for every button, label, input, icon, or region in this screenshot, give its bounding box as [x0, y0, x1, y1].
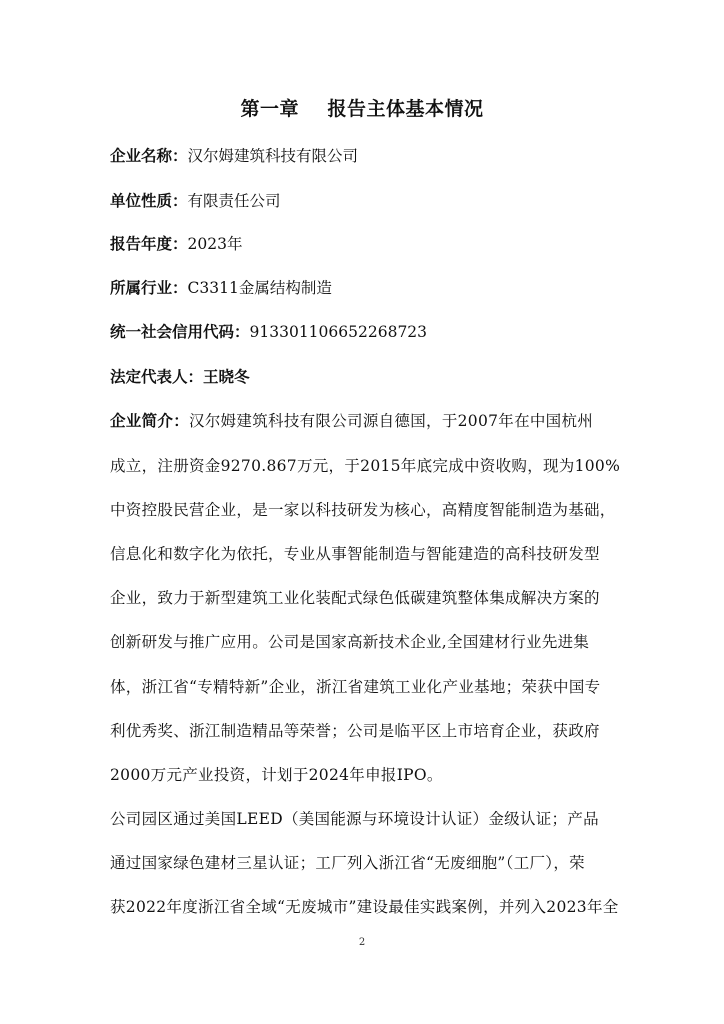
intro-line: 2000万元产业投资，计划于2024年申报IPO。: [110, 766, 443, 784]
field-value: 913301106652268723: [249, 323, 428, 341]
intro-line: 成立，注册资金9270.867万元，于2015年底完成中资收购，现为100%: [110, 457, 621, 475]
page-number: 2: [358, 937, 366, 948]
intro-line: 体，浙江省“专精特新”企业，浙江省建筑工业化产业基地；荣获中国专: [110, 678, 601, 696]
field-label: 所属行业：: [110, 279, 188, 297]
field-value: C3311金属结构制造: [187, 279, 332, 297]
field-value: 汉尔姆建筑科技有限公司: [187, 147, 359, 165]
intro-line: 创新研发与推广应用。公司是国家高新技术企业,全国建材行业先进集: [110, 633, 590, 651]
field-value: 2023年: [187, 235, 243, 253]
field-report-year: [110, 232, 242, 254]
intro-line: 利优秀奖、浙江制造精品等荣誉；公司是临平区上市培育企业，获政府: [110, 722, 600, 740]
paragraph-line: 获2022年度浙江省全域“无废城市”建设最佳实践案例，并列入2023年全: [110, 898, 619, 916]
field-label: 企业名称：: [110, 147, 188, 165]
field-value: 王晓冬: [203, 368, 250, 386]
intro-line: 中资控股民营企业，是一家以科技研发为核心，高精度智能制造为基础，: [110, 501, 616, 519]
intro-line: 信息化和数字化为依托，专业从事智能制造与智能建造的高科技研发型: [110, 545, 600, 563]
intro-first-line: [110, 409, 593, 431]
field-credit-code: [110, 320, 427, 342]
field-label: 单位性质：: [110, 192, 188, 210]
chapter-title: 第一章 报告主体基本情况: [240, 98, 484, 120]
intro-text: 汉尔姆建筑科技有限公司源自德国，于2007年在中国杭州: [189, 412, 594, 430]
field-label: 法定代表人：: [110, 368, 204, 386]
paragraph-line: 公司园区通过美国LEED（美国能源与环境设计认证）金级认证；产品: [110, 810, 599, 828]
field-value: 有限责任公司: [187, 192, 281, 210]
field-legal-representative: [110, 365, 250, 387]
field-unit-nature: [110, 189, 281, 211]
field-label: 统一社会信用代码：: [110, 323, 250, 341]
intro-label: 企业简介：: [110, 412, 190, 430]
intro-line: 企业，致力于新型建筑工业化装配式绿色低碳建筑整体集成解决方案的: [110, 589, 600, 607]
field-industry: [110, 276, 332, 298]
field-company-name: [110, 144, 358, 166]
field-label: 报告年度：: [110, 235, 188, 253]
paragraph-line: 通过国家绿色建材三星认证；工厂列入浙江省“无废细胞”（工厂），荣: [110, 854, 585, 872]
